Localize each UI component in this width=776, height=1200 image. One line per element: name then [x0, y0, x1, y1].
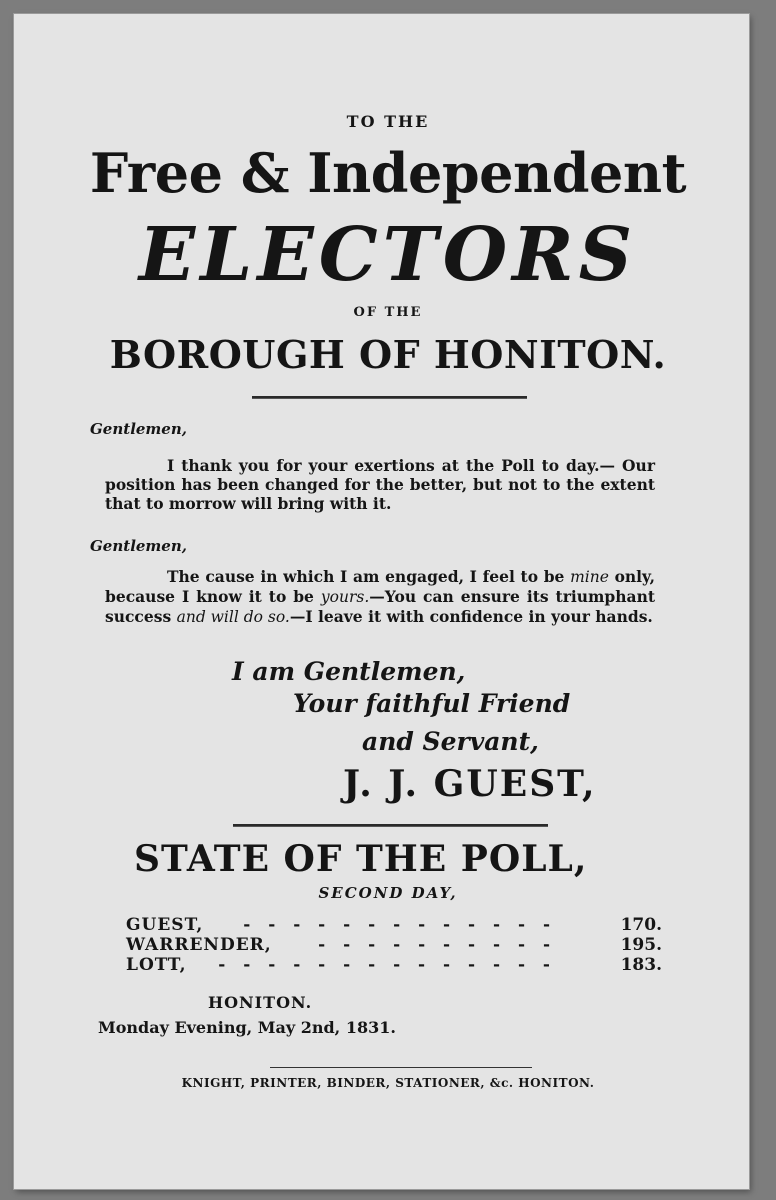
heading-to-the: TO THE — [346, 112, 430, 131]
heading-free-independent: Free & Independent — [89, 141, 687, 205]
poll-candidate-name: WARRENDER, — [126, 935, 272, 955]
poll-subtitle: SECOND DAY, — [318, 884, 458, 902]
paragraph-second-part3: —You can ensure its triumphant success — [105, 587, 655, 626]
divider-bottom — [270, 1067, 532, 1068]
paragraph-second-yours: yours. — [320, 588, 370, 606]
heading-borough: BOROUGH OF HONITON. — [109, 332, 667, 377]
signoff-name: J. J. GUEST, — [343, 763, 597, 805]
poll-row — [126, 915, 662, 937]
signoff-line-1: I am Gentlemen, — [232, 657, 466, 686]
poll-candidate-name: LOTT, — [126, 955, 187, 975]
poll-candidate-name: GUEST, — [126, 915, 204, 935]
poll-row — [126, 955, 662, 977]
poll-leader-dots: - - - - - - - - - - - - - — [243, 915, 556, 935]
signoff-line-3: and Servant, — [362, 727, 539, 756]
paragraph-first — [105, 456, 655, 513]
poll-title: STATE OF THE POLL, — [134, 838, 588, 880]
poll-candidate-votes: 183. — [620, 955, 662, 975]
poll-candidate-votes: 195. — [620, 935, 662, 955]
divider-middle — [233, 824, 548, 827]
printer-imprint: KNIGHT, PRINTER, BINDER, STATIONER, &c. HONITON. — [181, 1076, 595, 1090]
paragraph-second-part2: only, because I know it to be — [105, 567, 655, 606]
paragraph-second-part4: —I leave it with confidence in your hands. — [289, 607, 653, 626]
paragraph-second-mine: mine — [570, 568, 609, 586]
heading-of-the: OF THE — [353, 305, 423, 320]
divider-top — [252, 396, 527, 399]
footer-date: Monday Evening, May 2nd, 1831. — [98, 1018, 396, 1037]
paragraph-second-part1: The cause in which I am engaged, I feel to be — [167, 567, 565, 586]
poll-leader-dots: - - - - - - - - - - — [318, 935, 556, 955]
poll-leader-dots: - - - - - - - - - - - - - - — [218, 955, 556, 975]
signoff-line-2: Your faithful Friend — [293, 689, 571, 718]
salutation-first: Gentlemen, — [90, 420, 187, 438]
paragraph-second-will: and will do so. — [176, 608, 290, 626]
poll-row — [126, 935, 662, 957]
poll-candidate-votes: 170. — [620, 915, 662, 935]
footer-place: HONITON. — [208, 993, 313, 1012]
salutation-second: Gentlemen, — [90, 537, 187, 555]
heading-electors: ELECTORS — [138, 212, 638, 298]
paragraph-first-text: I thank you for your exertions at the Poll to day.— Our position has been changed for the better, but not to the extent that to morrow will bring with it. — [105, 456, 655, 513]
paragraph-second — [105, 567, 655, 627]
